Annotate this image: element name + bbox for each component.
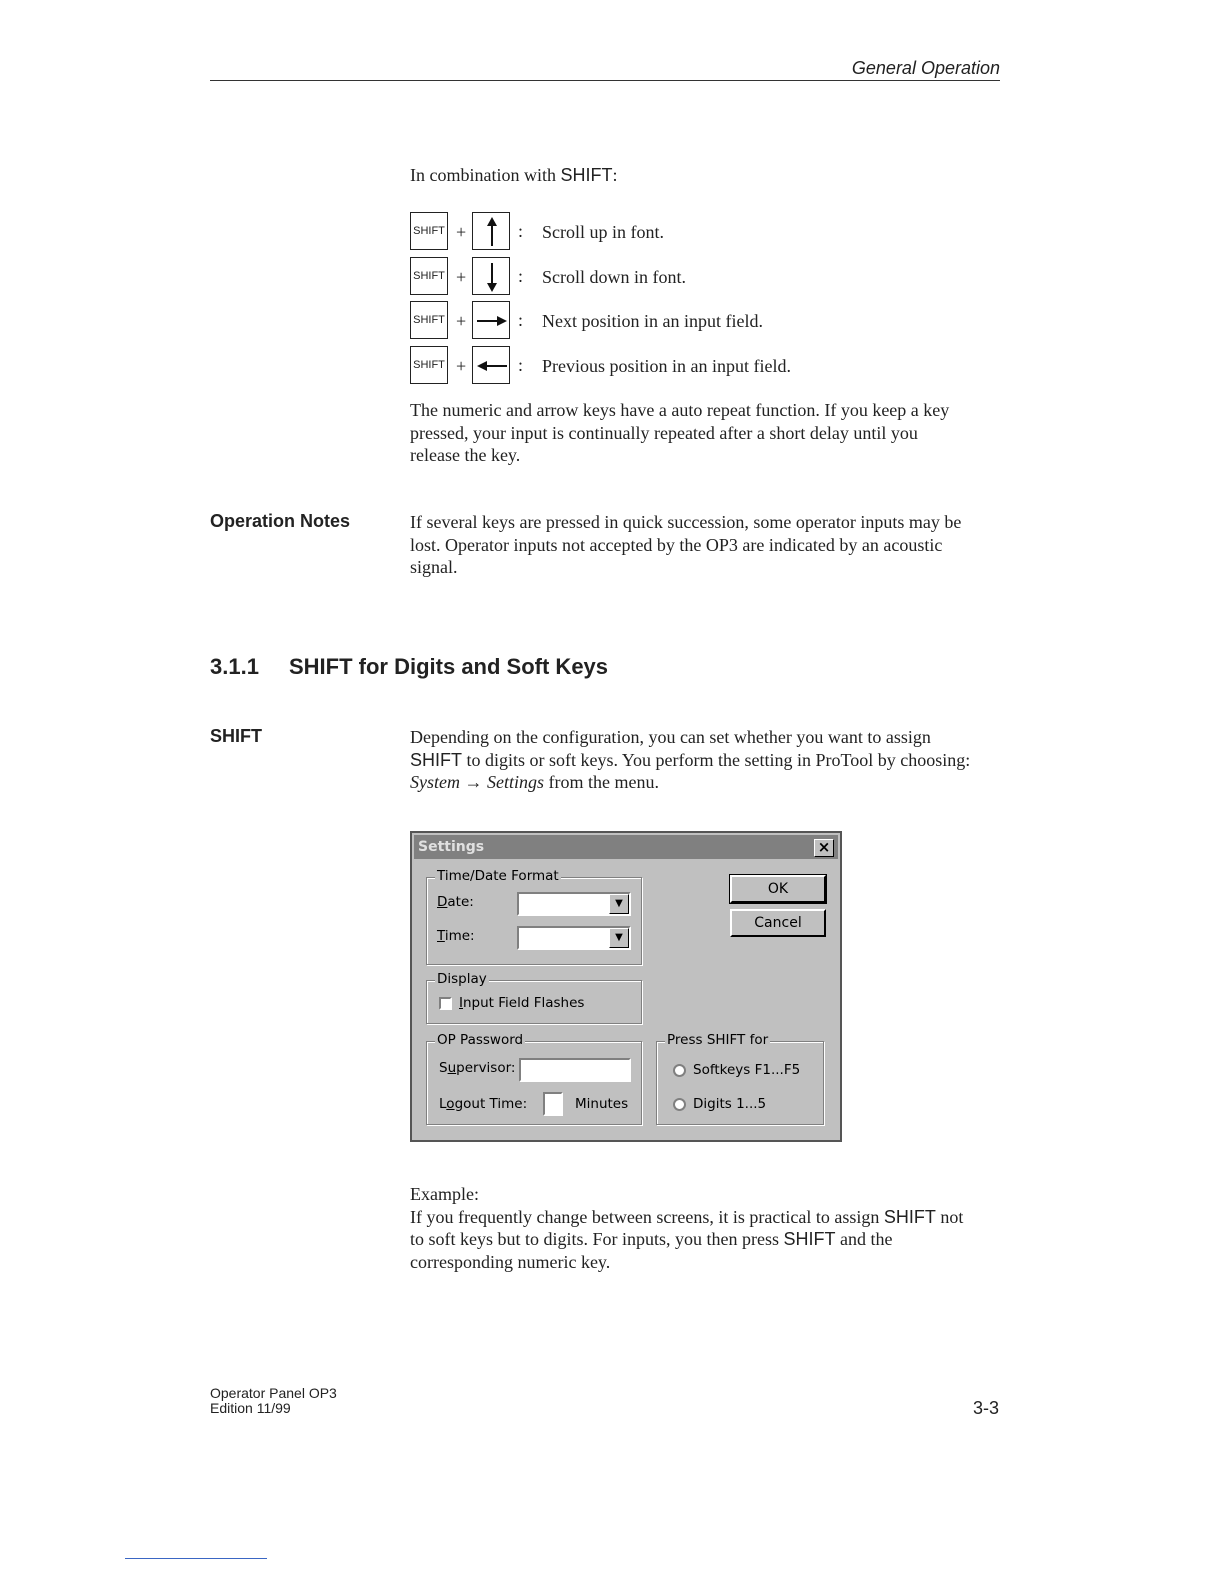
minutes-label: Minutes xyxy=(575,1096,629,1112)
shift-label: SHIFT xyxy=(210,726,262,746)
dialog-title: Settings xyxy=(418,839,485,855)
time-select[interactable] xyxy=(517,926,631,950)
operation-notes-paragraph: If several keys are pressed in quick succession, some operator inputs may be lost. Operator inputs not accepted by the OP3 are indicated by an acoustic signal. xyxy=(410,512,962,577)
group-title: Time/Date Format xyxy=(437,868,559,884)
plus-sign: + xyxy=(456,311,467,331)
running-header xyxy=(210,56,1000,81)
plus-sign: + xyxy=(456,356,467,376)
down-arrow-icon xyxy=(473,258,511,296)
key-combo-row xyxy=(410,257,1010,297)
checkbox-label: Input Field Flashes xyxy=(459,995,585,1011)
display-group xyxy=(426,971,642,1024)
key-combo-row xyxy=(410,346,1010,386)
colon: : xyxy=(518,310,524,330)
group-title: Display xyxy=(437,971,487,987)
colon: : xyxy=(518,266,524,286)
time-date-group xyxy=(426,868,642,965)
left-arrow-key xyxy=(472,346,510,384)
digits-radio-label: Digits 1...5 xyxy=(693,1096,767,1112)
settings-dialog xyxy=(410,831,842,1142)
section-heading xyxy=(210,654,608,680)
chevron-down-icon: ▼ xyxy=(615,898,623,909)
key-combo-row xyxy=(410,212,1010,252)
dropdown-button[interactable] xyxy=(609,928,629,948)
close-icon: × xyxy=(817,838,831,856)
intro-line: In combination with SHIFT: xyxy=(410,165,618,185)
digits-radio[interactable] xyxy=(673,1098,686,1111)
combo-description: Scroll up in font. xyxy=(542,222,664,242)
date-select[interactable] xyxy=(517,892,631,916)
auto-repeat-paragraph: The numeric and arrow keys have a auto repeat function. If you keep a key pressed, your input is continually repeated after a short delay until you release the key. xyxy=(410,400,950,465)
chevron-down-icon: ▼ xyxy=(615,932,623,943)
product-name: Operator Panel OP3 xyxy=(210,1385,337,1401)
up-arrow-icon xyxy=(473,213,511,251)
right-arrow-key xyxy=(472,301,510,339)
input-field-flashes-checkbox[interactable] xyxy=(439,997,452,1010)
logout-time-input[interactable] xyxy=(543,1092,563,1116)
plus-sign: + xyxy=(456,267,467,287)
shift-key: SHIFT xyxy=(410,346,448,384)
softkeys-radio[interactable] xyxy=(673,1064,686,1077)
example-paragraph: Example: If you frequently change between screens, it is practical to assign SHIFT not to soft keys but to digits. For inputs, you then press SHIFT and the corresponding numeric key. xyxy=(410,1184,964,1272)
left-arrow-icon xyxy=(473,347,511,385)
logout-time-label: Logout Time: xyxy=(439,1096,528,1112)
combo-description: Next position in an input field. xyxy=(542,311,763,331)
colon: : xyxy=(518,355,524,375)
operation-notes-label: Operation Notes xyxy=(210,511,351,531)
supervisor-label: Supervisor: xyxy=(439,1060,516,1076)
group-title: OP Password xyxy=(437,1032,524,1048)
edition: Edition 11/99 xyxy=(210,1400,291,1416)
right-arrow-icon xyxy=(473,302,511,340)
group-title: Press SHIFT for xyxy=(667,1032,769,1048)
press-shift-group xyxy=(656,1032,824,1125)
shift-key: SHIFT xyxy=(410,257,448,295)
bottom-rule xyxy=(125,1558,267,1559)
shift-key: SHIFT xyxy=(410,212,448,250)
dropdown-button[interactable] xyxy=(609,894,629,914)
up-arrow-key xyxy=(472,212,510,250)
key-combo-row xyxy=(410,301,1010,341)
combo-description: Scroll down in font. xyxy=(542,267,686,287)
section-number: 3.1.1 xyxy=(210,654,259,679)
combo-description: Previous position in an input field. xyxy=(542,356,791,376)
page-number: 3-3 xyxy=(973,1398,1000,1418)
plus-sign: + xyxy=(456,222,467,242)
down-arrow-key xyxy=(472,257,510,295)
ok-button[interactable]: OK xyxy=(730,875,826,903)
softkeys-radio-label: Softkeys F1...F5 xyxy=(693,1062,801,1078)
dialog-titlebar xyxy=(414,835,838,859)
footer-product-info xyxy=(210,1386,337,1416)
time-label: Time: xyxy=(437,928,475,944)
supervisor-input[interactable] xyxy=(519,1058,631,1082)
date-label: Date: xyxy=(437,894,474,910)
close-button[interactable] xyxy=(814,839,834,857)
section-title: SHIFT for Digits and Soft Keys xyxy=(289,654,609,679)
running-title: General Operation xyxy=(851,58,1000,78)
colon: : xyxy=(518,221,524,241)
shift-key: SHIFT xyxy=(410,301,448,339)
op-password-group xyxy=(426,1032,642,1125)
cancel-button[interactable]: Cancel xyxy=(730,909,826,937)
shift-paragraph: Depending on the configuration, you can set whether you want to assign SHIFT to digits or soft keys. You perform the setting in ProTool by choosing: System → Settings from the menu. xyxy=(410,727,971,792)
